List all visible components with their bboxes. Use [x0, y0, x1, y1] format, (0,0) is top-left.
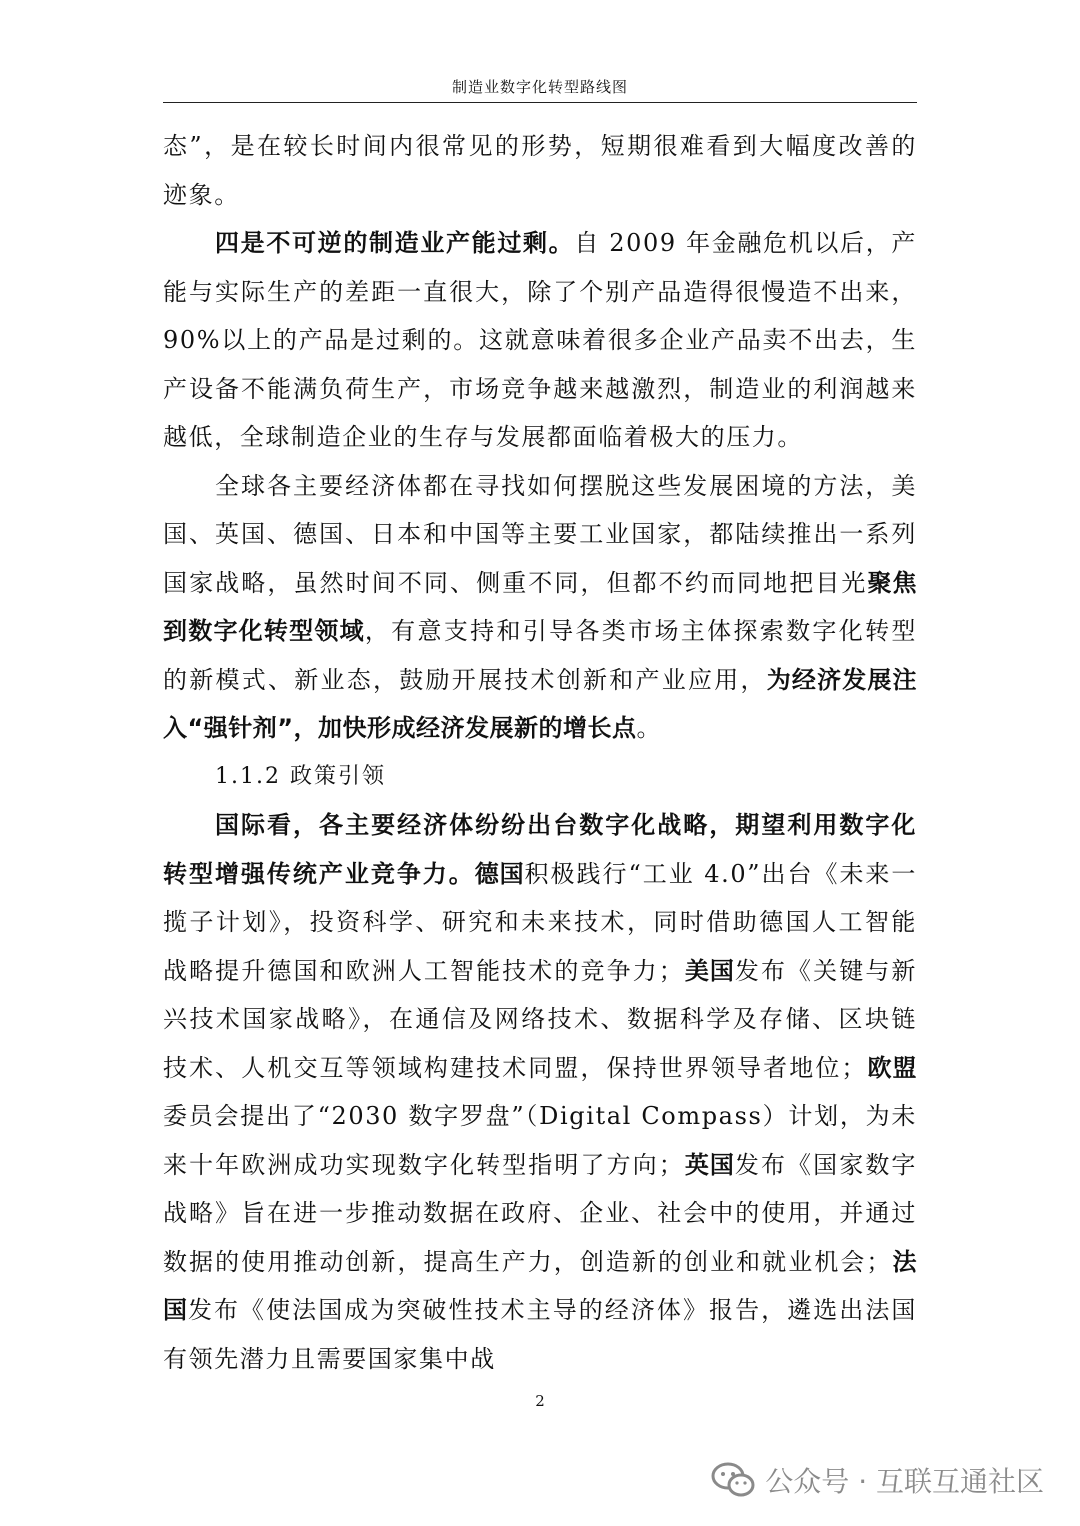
paragraph-4-usa-text: 发布《关键与新兴技术国家战略》，在通信及网络技术、数据科学及存储、区块链技术、人机交互等领域构建技术同盟，保持世界领导者地位； [163, 956, 918, 1082]
page-number-text: 2 [535, 1392, 545, 1410]
paragraph-3-part2: ，有意支持和引导各类市场主体探索数字化转型的新模式、新业态，鼓励开展技术创新和产业应用， [163, 617, 917, 694]
document-body [163, 122, 917, 1383]
watermark [711, 1460, 1044, 1500]
running-header [163, 72, 917, 103]
paragraph-3-bold1: 聚焦到数字化转型领域 [163, 568, 918, 645]
watermark-text: 公众号 · 互联互通社区 [765, 1465, 1044, 1498]
paragraph-4-france-text: 发布《使法国成为突破性技术主导的经济体》报告，遴选出法国有领先潜力且需要国家集中战 [163, 1296, 917, 1373]
paragraph-2-text: 自 2009 年金融危机以后，产能与实际生产的差距一直很大，除了个别产品造得很慢造不出来，90%以上的产品是过剩的。这就意味着很多企业产品卖不出去，生产设备不能满负荷生产，市场竞争越来越激烈，制造业的利润越来越低，全球制造企业的生存与发展都面临着极大的压力。 [163, 229, 917, 451]
country-eu: 欧盟 [867, 1053, 918, 1082]
header-title: 制造业数字化转型路线图 [451, 78, 628, 96]
country-usa: 美国 [684, 956, 735, 985]
paragraph-4-eu-text: 委员会提出了“2030 数字罗盘”（Digital Compass）计划，为未来十年欧洲成功实现数字化转型指明了方向； [163, 1102, 917, 1179]
section-heading-text: 1.1.2 政策引领 [215, 763, 386, 789]
country-france: 法国 [163, 1247, 917, 1324]
paragraph-3-part1: 全球各主要经济体都在寻找如何摆脱这些发展困境的方法，美国、英国、德国、日本和中国等主要工业国家，都陆续推出一系列国家战略，虽然时间不同、侧重不同，但都不约而同地把目光 [163, 471, 917, 597]
section-heading [163, 753, 917, 802]
paragraph-1 [163, 122, 917, 219]
paragraph-3-bold2: 为经济发展注入“强针剂”，加快形成经济发展新的增长点 [163, 665, 917, 742]
paragraph-3-part3: 。 [636, 714, 663, 742]
paragraph-4-germany-text: 积极践行“工业 4.0”出台《未来一揽子计划》，投资科学、研究和未来技术，同时借助德国人工智能战略提升德国和欧洲人工智能技术的竞争力； [163, 859, 918, 985]
paragraph-4-lead: 国际看，各主要经济体纷纷出台数字化战略，期望利用数字化转型增强传统产业竞争力。 [163, 810, 917, 888]
paragraph-2-lead: 四是不可逆的制造业产能过剩。 [215, 228, 575, 257]
paragraph-4 [163, 801, 917, 1383]
paragraph-3 [163, 462, 917, 753]
paragraph-2 [163, 219, 917, 462]
country-germany: 德国 [474, 859, 525, 888]
country-uk: 英国 [684, 1150, 735, 1179]
paragraph-4-uk-text: 发布《国家数字战略》旨在进一步推动数据在政府、企业、社会中的使用，并通过数据的使用推动创新，提高生产力，创造新的创业和就业机会； [163, 1150, 918, 1276]
page-number [0, 1392, 1080, 1410]
wechat-icon [711, 1462, 755, 1498]
paragraph-1-text: 态”，是在较长时间内很常见的形势，短期很难看到大幅度改善的迹象。 [163, 132, 917, 209]
